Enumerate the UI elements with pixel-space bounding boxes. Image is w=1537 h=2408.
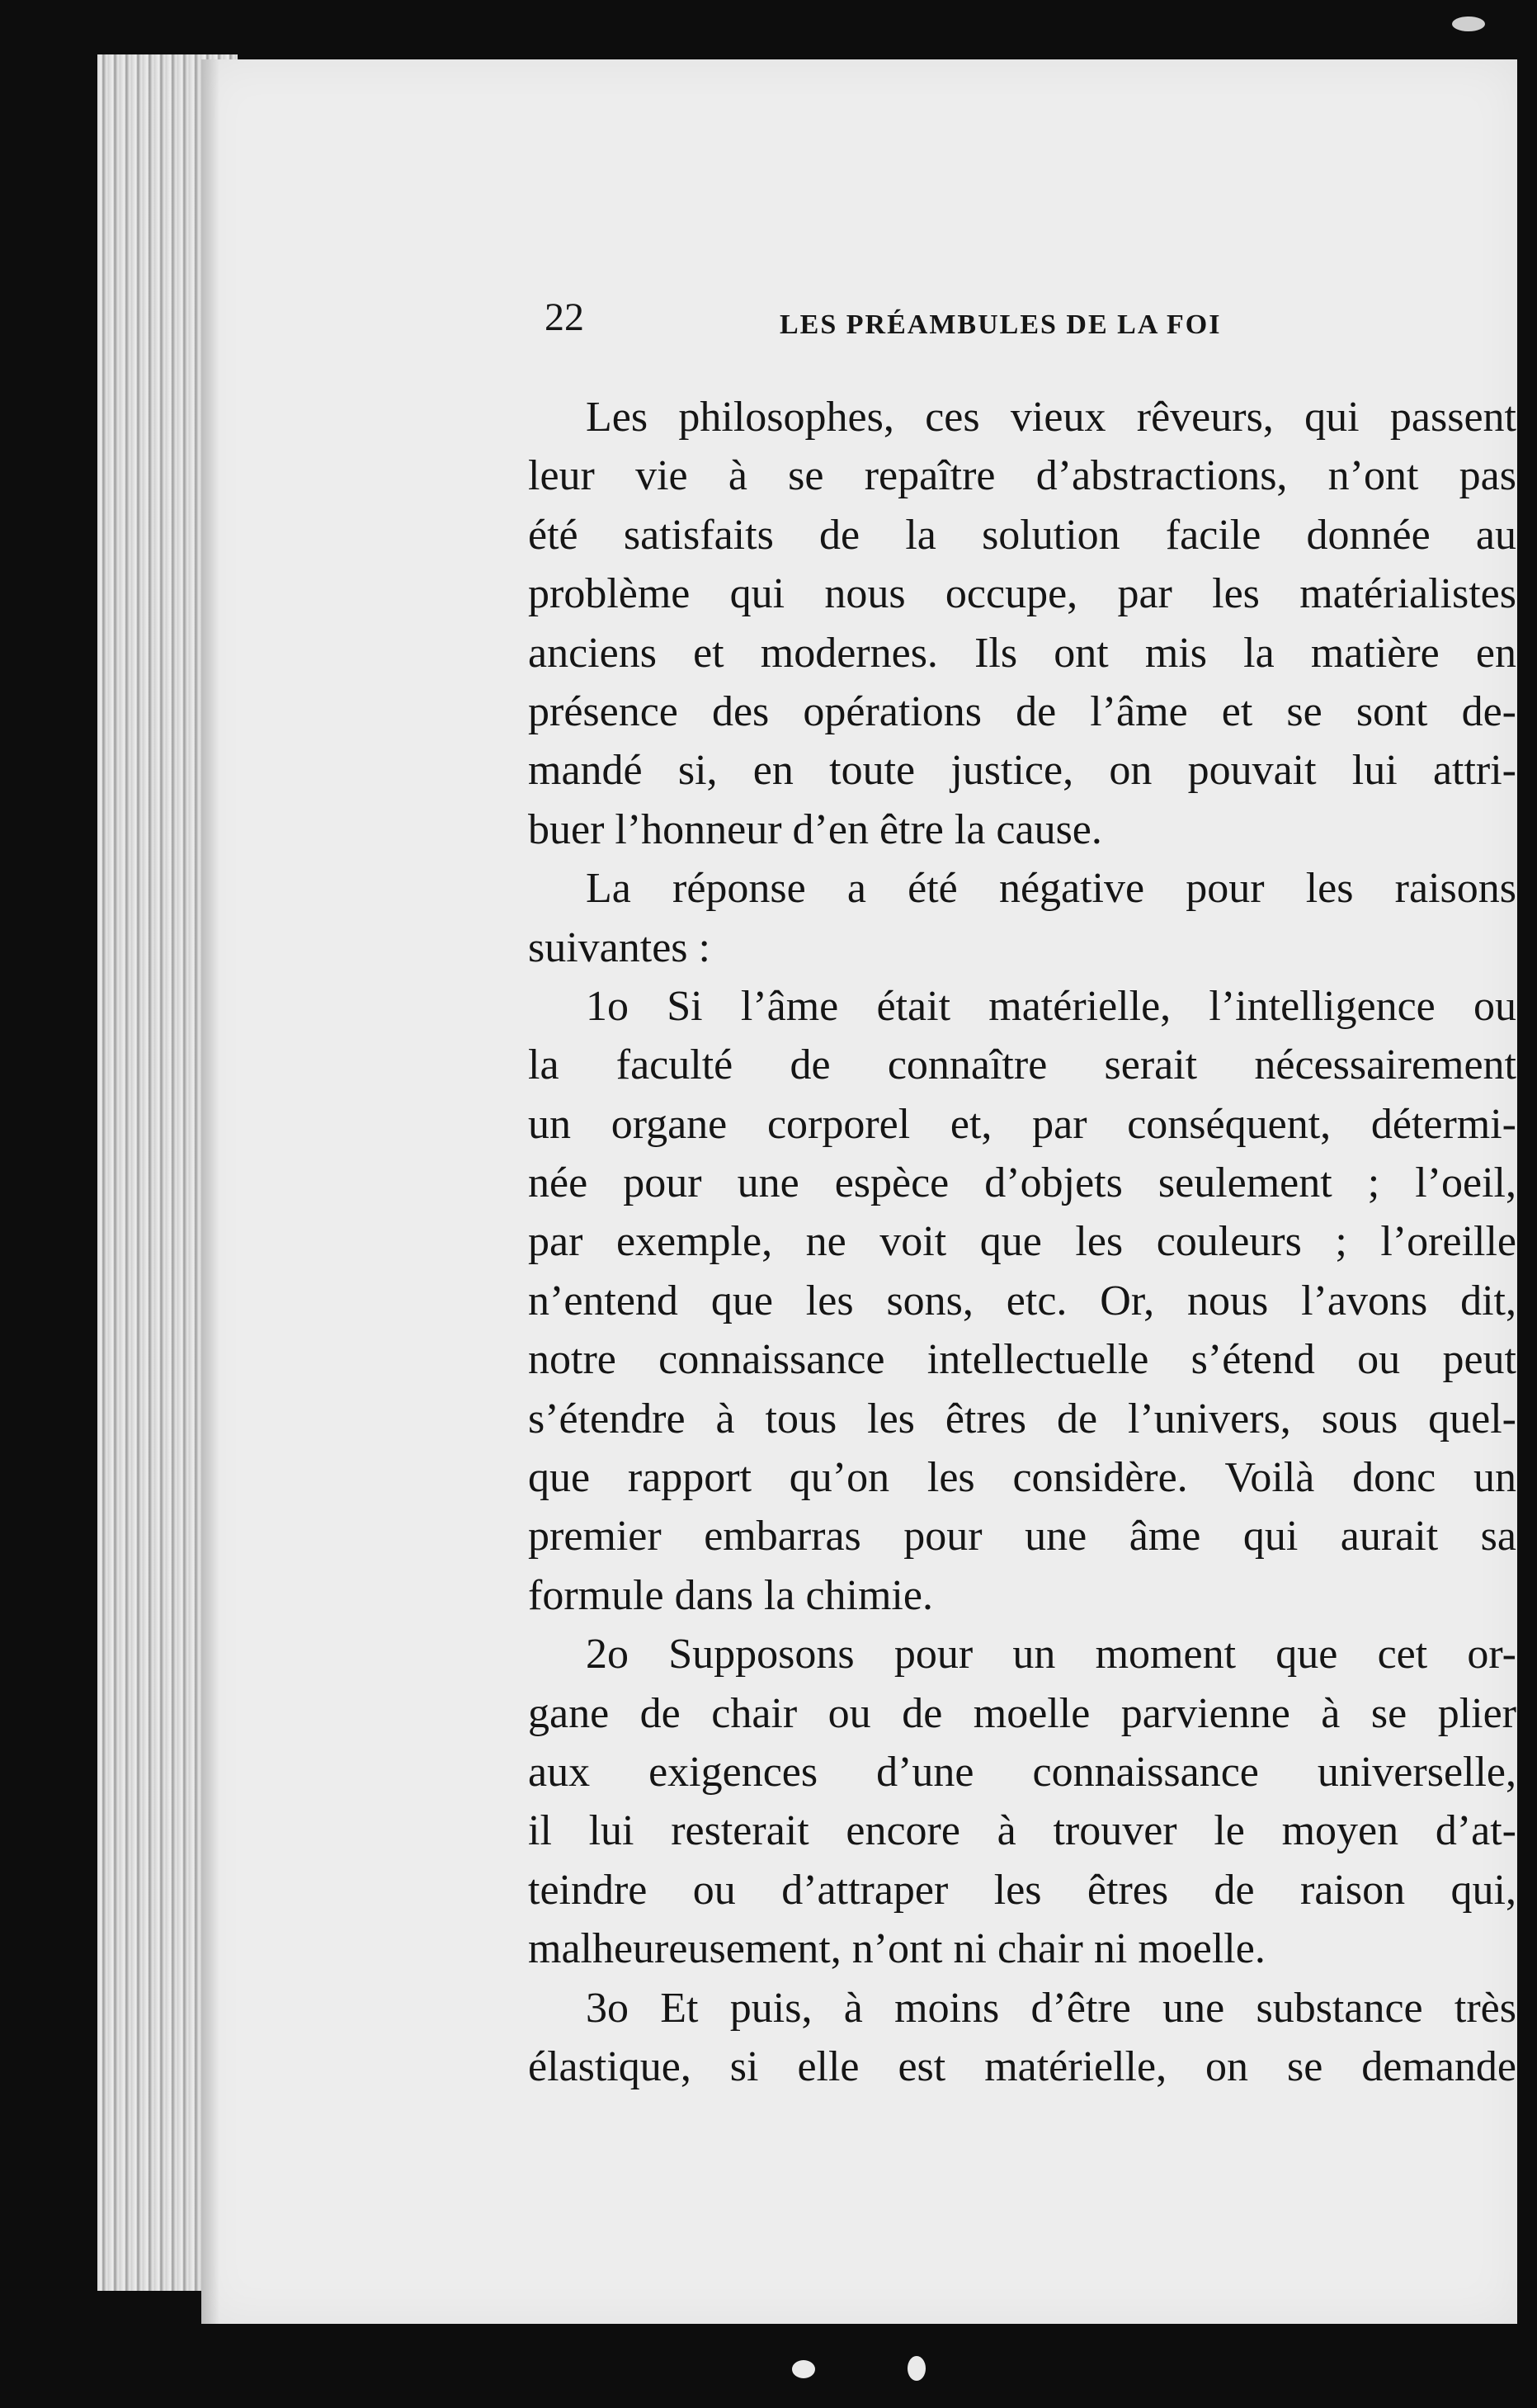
scan-speck [792,2360,815,2378]
text-line: il lui resterait encore à trouver le moyen d’at- [528,1807,1516,1855]
text-line: été satisfaits de la solution facile donnée au [528,511,1516,559]
text-line: née pour une espèce d’objets seulement ; l’oeil, [528,1159,1516,1207]
text-line: malheureusement, n’ont ni chair ni moelle. [528,1925,1266,1973]
gutter-shadow [201,59,219,2324]
text-line: 3o Et puis, à moins d’être une substance très [586,1984,1516,2032]
text-line: par exemple, ne voit que les couleurs ; l’oreille [528,1218,1516,1266]
text-line: 2o Supposons pour un moment que cet or- [586,1631,1516,1679]
text-line: n’entend que les sons, etc. Or, nous l’avons dit, [528,1277,1516,1324]
text-line: teindre ou d’attraper les êtres de raison qui, [528,1866,1516,1914]
text-line: La réponse a été négative pour les raisons [586,865,1516,913]
text-line: premier embarras pour une âme qui aurait sa [528,1513,1516,1560]
text-line: s’étendre à tous les êtres de l’univers, sous quel- [528,1395,1516,1442]
text-line: élastique, si elle est matérielle, on se demande [528,2042,1516,2090]
text-line: notre connaissance intellectuelle s’étend ou peut [528,1336,1516,1384]
text-line: aux exigences d’une connaissance universelle, [528,1748,1516,1796]
text-line: la faculté de connaître serait nécessairement [528,1041,1516,1089]
text-line: que rapport qu’on les considère. Voilà donc un [528,1454,1516,1502]
running-title: LES PRÉAMBULES DE LA FOI [780,309,1222,340]
page-number: 22 [545,295,584,339]
page-header [545,295,1469,353]
text-line: mandé si, en toute justice, on pouvait lui attri- [528,747,1516,795]
text-line: anciens et modernes. Ils ont mis la matière en [528,629,1516,677]
text-line: un organe corporel et, par conséquent, détermi- [528,1100,1516,1148]
text-line: formule dans la chimie. [528,1571,933,1619]
text-line: gane de chair ou de moelle parvienne à se plier [528,1689,1516,1737]
text-line: 1o Si l’âme était matérielle, l’intelligence ou [586,982,1516,1030]
text-line: buer l’honneur d’en être la cause. [528,805,1102,853]
scan-speck [908,2356,926,2381]
scan-speck [1452,17,1485,31]
body-text [528,388,1516,2096]
text-line: problème qui nous occupe, par les matérialistes [528,570,1516,618]
text-line: leur vie à se repaître d’abstractions, n’ont pas [528,452,1516,500]
text-line: suivantes : [528,923,710,971]
text-line: présence des opérations de l’âme et se sont de- [528,687,1516,735]
text-line: Les philosophes, ces vieux rêveurs, qui passent [586,394,1516,441]
